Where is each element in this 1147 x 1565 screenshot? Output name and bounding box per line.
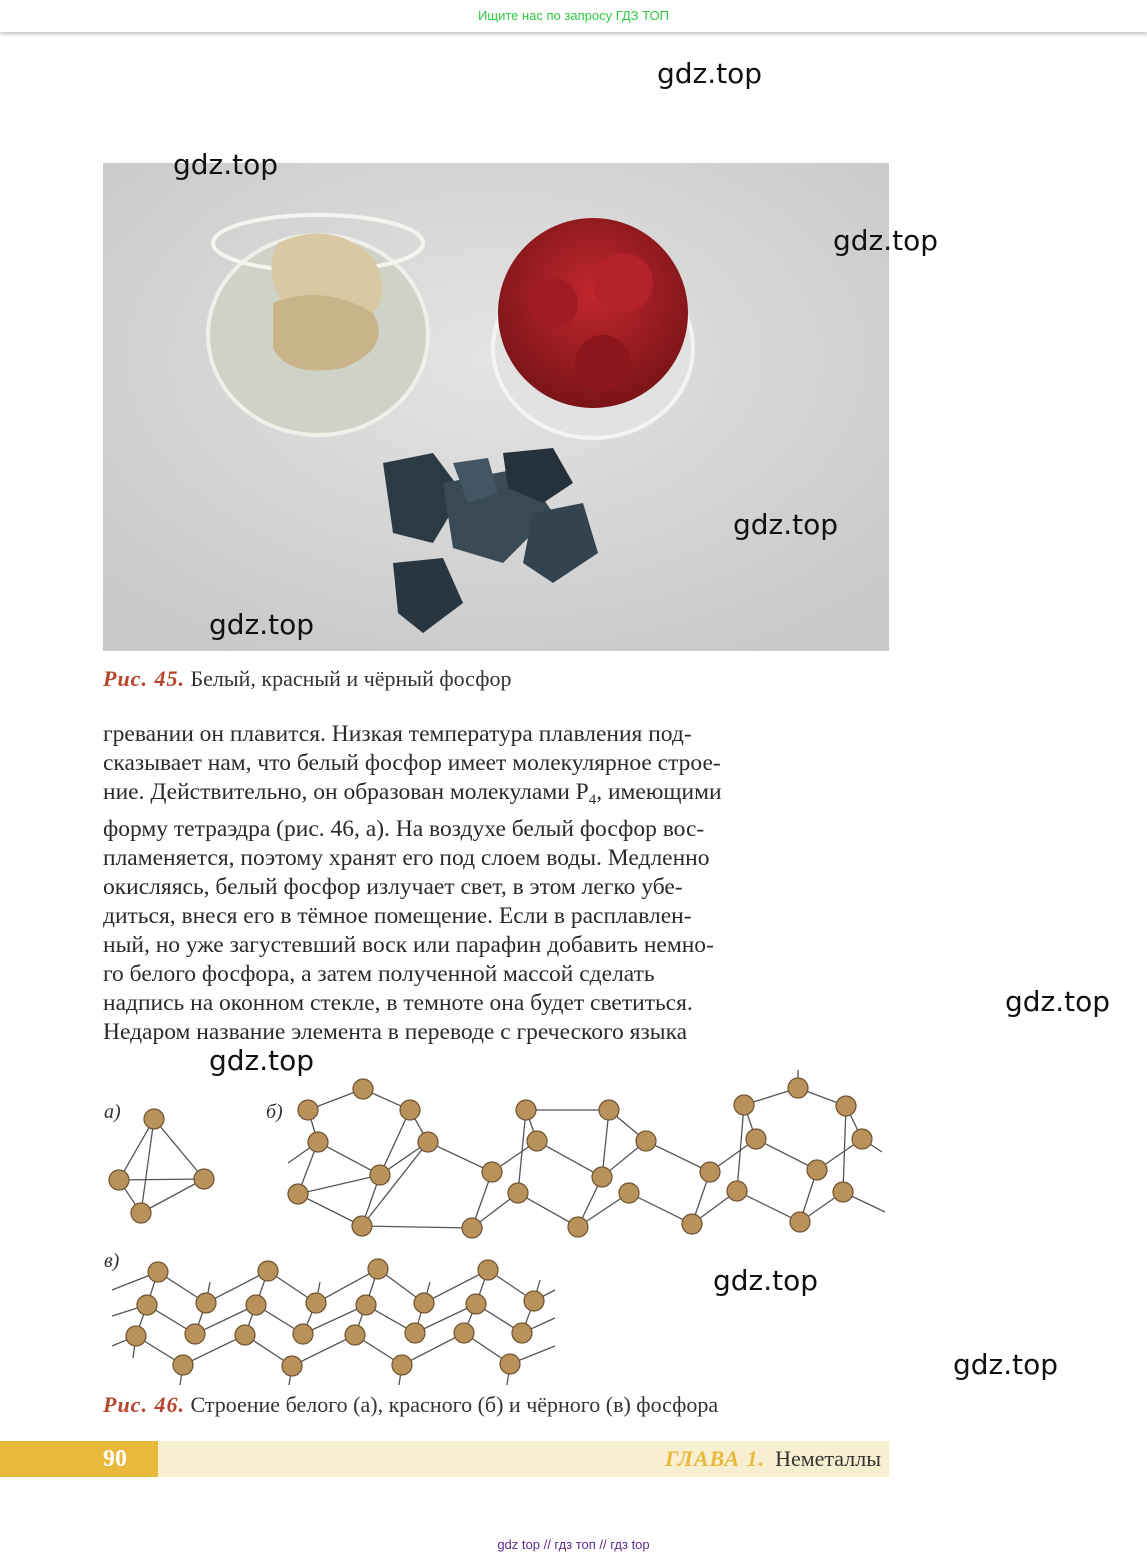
watermark: gdz.top <box>833 224 939 257</box>
watermark: gdz.top <box>657 57 763 90</box>
watermark: gdz.top <box>1005 985 1111 1018</box>
chapter-title: Неметаллы <box>775 1446 881 1471</box>
text-line: сказывает нам, что белый фосфор имеет молекулярное строе- <box>103 750 721 776</box>
text-line: ный, но уже загустевший воск или парафин добавить немно- <box>103 932 714 958</box>
watermark: gdz.top <box>209 608 315 641</box>
page-number: 90 <box>0 1441 158 1477</box>
watermark: gdz.top <box>733 508 839 541</box>
figure-45-caption <box>103 666 511 692</box>
watermark: gdz.top <box>209 1044 315 1077</box>
text-line: форму тетраэдра (рис. 46, а). На воздухе белый фосфор вос- <box>103 816 705 842</box>
page-footer <box>0 1441 889 1477</box>
top-banner <box>0 0 1147 32</box>
text-line: Недаром название элемента в переводе с греческого языка <box>103 1019 688 1045</box>
atoms <box>109 1078 872 1376</box>
text-line: диться, внеся его в тёмное помещение. Если в расплавлен- <box>103 903 692 929</box>
watermark: gdz.top <box>713 1264 819 1297</box>
text-line: гревании он плавится. Низкая температура плавления под- <box>103 721 692 747</box>
figure-46-label-a: а) <box>104 1101 121 1123</box>
phosphorus-structures-diagram <box>0 1070 900 1390</box>
text-line: пламеняется, поэтому хранят его под слоем воды. Медленно <box>103 845 710 871</box>
bottom-links[interactable]: gdz top // гдз топ // гдз top <box>497 1537 650 1552</box>
figure-46-text: Строение белого (а), красного (б) и чёрного (в) фосфора <box>190 1392 719 1417</box>
text-line: го белого фосфора, а затем полученной массой сделать <box>103 961 655 987</box>
figure-46-caption <box>103 1392 718 1418</box>
phosphorus-photo-illustration <box>103 163 889 651</box>
body-paragraph <box>103 720 889 1047</box>
figure-45-label: Рис. 45. <box>103 666 185 691</box>
figure-46-label-b: б) <box>266 1101 283 1123</box>
figure-46-label: Рис. 46. <box>103 1392 185 1417</box>
figure-45-text: Белый, красный и чёрный фосфор <box>190 666 512 691</box>
chapter-label: ГЛАВА 1. <box>665 1446 766 1471</box>
phosphorus-photo <box>103 163 889 651</box>
figure-46-label-c: в) <box>104 1250 120 1272</box>
text-line: надпись на оконном стекле, в темноте она будет светиться. <box>103 990 693 1016</box>
text-line: окисляясь, белый фосфор излучает свет, в этом легко убе- <box>103 874 683 900</box>
watermark: gdz.top <box>173 148 279 181</box>
banner-text: Ищите нас по запросу ГДЗ ТОП <box>478 8 669 23</box>
bond-lines <box>112 1070 885 1385</box>
text-line: ние. Действительно, он образован молекулами $P_4$, имеющими <box>103 779 722 808</box>
watermark: gdz.top <box>953 1348 1059 1381</box>
chapter-heading <box>665 1441 881 1477</box>
